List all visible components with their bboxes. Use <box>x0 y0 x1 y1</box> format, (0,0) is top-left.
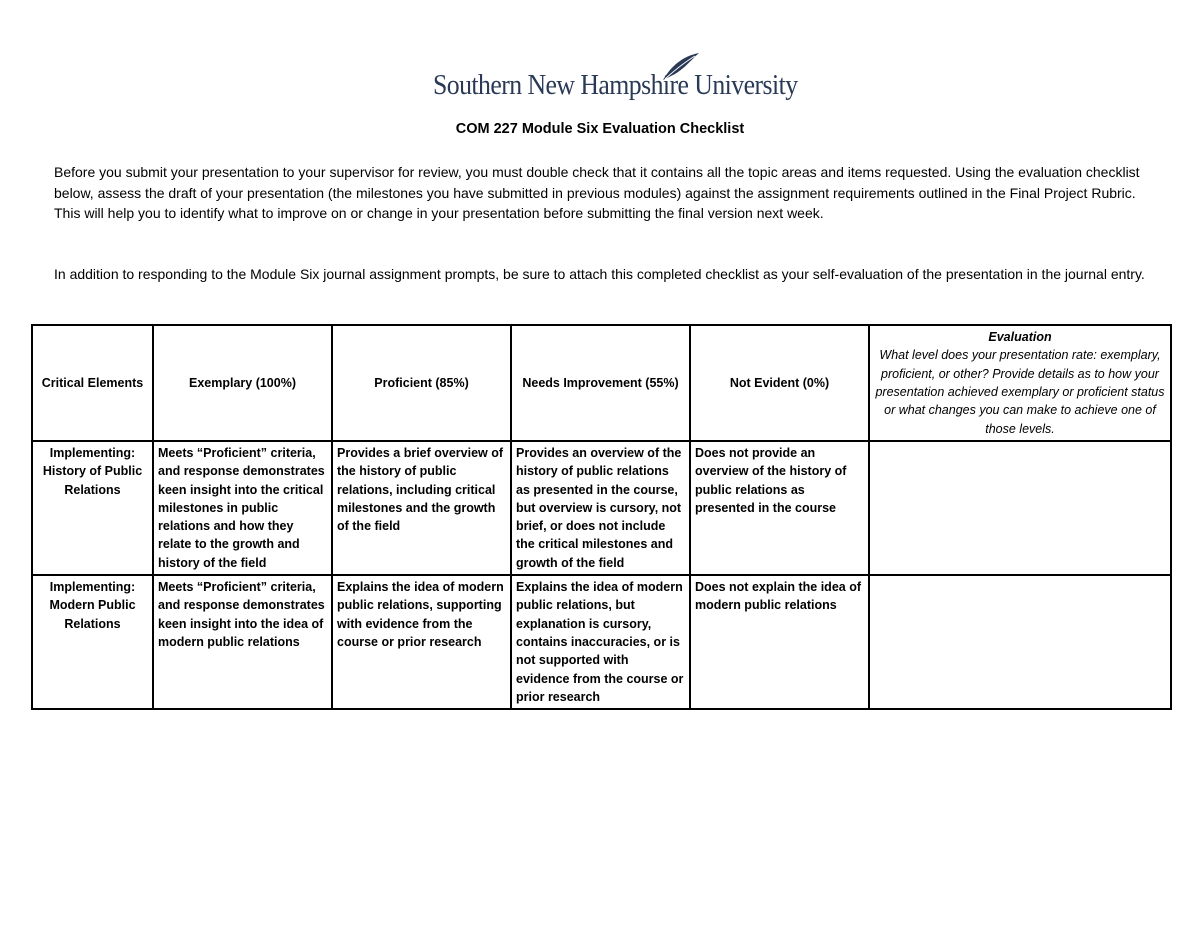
page-title: COM 227 Module Six Evaluation Checklist <box>455 121 745 137</box>
header-not-evident: Not Evident (0%) <box>690 325 869 441</box>
proficient-cell: Provides a brief overview of the history of public relations, including critical milestones and the growth of the field <box>332 441 511 575</box>
intro-paragraph-1: Before you submit your presentation to your supervisor for review, you must double check that it contains all the topic areas and items requested. Using the evaluation checklist below, assess the draft of your presentation (the milestones you have submitted in previous modules) against the assignment requirements outlined in the Final Project Rubric. This will help you to identify what to improve on or change in your presentation before submitting the final version next week. <box>54 164 1140 221</box>
needs-improvement-cell: Explains the idea of modern public relations, but explanation is cursory, contains inaccuracies, or is not supported with evidence from the course or prior research <box>511 575 690 709</box>
header-needs-improvement: Needs Improvement (55%) <box>511 325 690 441</box>
not-evident-cell: Does not explain the idea of modern public relations <box>690 575 869 709</box>
rubric-table <box>31 324 1172 710</box>
evaluation-prompt: What level does your presentation rate: exemplary, proficient, or other? Provide details as to how your presentation achieved exemplary or proficient status or what changes you can make to achieve one of those levels. <box>875 348 1165 436</box>
table-row <box>32 441 1171 575</box>
exemplary-cell: Meets “Proficient” criteria, and response demonstrates keen insight into the critical milestones in public relations and how they relate to the growth and history of the field <box>153 441 332 575</box>
header-critical-elements: Critical Elements <box>32 325 153 441</box>
logo-wordmark: Southern New Hampshire University <box>433 70 798 101</box>
proficient-cell: Explains the idea of modern public relations, supporting with evidence from the course or prior research <box>332 575 511 709</box>
intro-paragraph-2: In addition to responding to the Module Six journal assignment prompts, be sure to attach this completed checklist as your self-evaluation of the presentation in the journal entry. <box>54 266 1145 282</box>
table-row <box>32 575 1171 709</box>
needs-improvement-cell: Provides an overview of the history of public relations as presented in the course, but overview is cursory, not brief, or does not include the critical milestones and growth of the field <box>511 441 690 575</box>
exemplary-cell: Meets “Proficient” criteria, and response demonstrates keen insight into the idea of modern public relations <box>153 575 332 709</box>
critical-element-cell: Implementing: History of Public Relations <box>32 441 153 575</box>
evaluation-cell[interactable] <box>869 441 1171 575</box>
header-evaluation <box>869 325 1171 441</box>
feather-icon <box>661 52 701 82</box>
critical-element-cell: Implementing: Modern Public Relations <box>32 575 153 709</box>
header-row <box>32 325 1171 441</box>
header-exemplary: Exemplary (100%) <box>153 325 332 441</box>
university-logo <box>433 52 798 110</box>
evaluation-cell[interactable] <box>869 575 1171 709</box>
not-evident-cell: Does not provide an overview of the history of public relations as presented in the course <box>690 441 869 575</box>
evaluation-title: Evaluation <box>988 330 1052 345</box>
header-proficient: Proficient (85%) <box>332 325 511 441</box>
